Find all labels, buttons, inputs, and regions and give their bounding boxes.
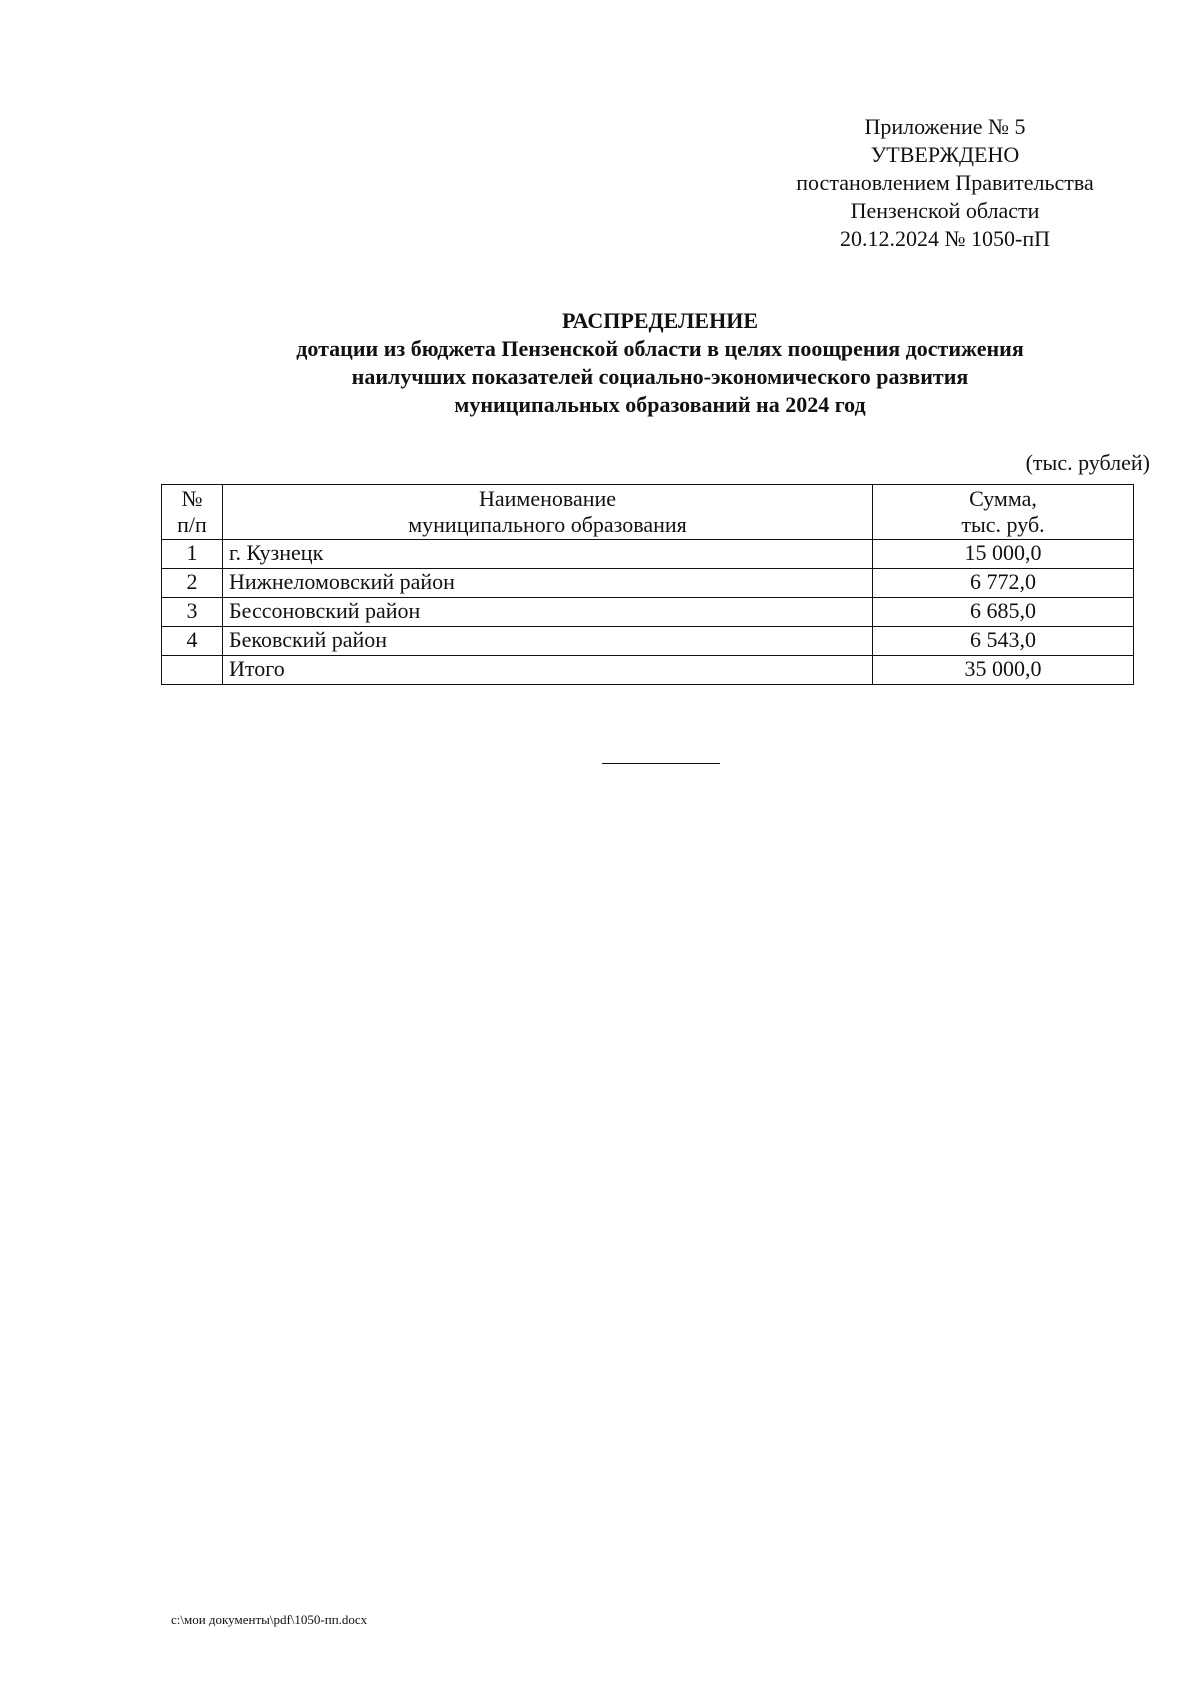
table-row [162, 627, 1134, 656]
header-name [223, 485, 873, 540]
approved-label: УТВЕРЖДЕНО [870, 142, 1020, 167]
document-title [130, 307, 1190, 419]
row-sum: 6 543,0 [873, 627, 1134, 656]
title-line-3: наилучших показателей социально-экономического развития [351, 364, 969, 389]
total-sum: 35 000,0 [873, 656, 1134, 685]
header-number-line1: № [181, 486, 203, 511]
distribution-table [161, 484, 1134, 685]
header-sum [873, 485, 1134, 540]
row-municipality: Нижнеломовский район [223, 569, 873, 598]
row-municipality: Бековский район [223, 627, 873, 656]
title-heading: РАСПРЕДЕЛЕНИЕ [561, 308, 758, 333]
header-sum-line1: Сумма, [969, 486, 1037, 511]
total-number [162, 656, 223, 685]
total-label: Итого [223, 656, 873, 685]
approved-by-region: Пензенской области [850, 198, 1040, 223]
header-number-line2: п/п [177, 512, 207, 537]
row-number: 2 [162, 569, 223, 598]
table-header-row [162, 485, 1134, 540]
approval-stamp [760, 113, 1130, 253]
table-total-row [162, 656, 1134, 685]
row-number: 1 [162, 540, 223, 569]
row-municipality: г. Кузнецк [223, 540, 873, 569]
title-line-4: муниципальных образований на 2024 год [454, 392, 866, 417]
header-name-line1: Наименование [478, 486, 617, 511]
header-name-line2: муниципального образования [408, 512, 687, 537]
units-note: (тыс. рублей) [1025, 450, 1150, 475]
row-municipality: Бессоновский район [223, 598, 873, 627]
header-sum-line2: тыс. руб. [961, 512, 1045, 537]
row-sum: 15 000,0 [873, 540, 1134, 569]
file-path-footer: c:\мои документы\pdf\1050-пп.docx [171, 1612, 368, 1627]
row-sum: 6 772,0 [873, 569, 1134, 598]
appendix-number: Приложение № 5 [864, 114, 1026, 139]
row-number: 3 [162, 598, 223, 627]
end-divider [602, 763, 720, 764]
table-row [162, 540, 1134, 569]
row-sum: 6 685,0 [873, 598, 1134, 627]
table-row [162, 569, 1134, 598]
approved-by: постановлением Правительства [796, 170, 1094, 195]
header-number [162, 485, 223, 540]
row-number: 4 [162, 627, 223, 656]
table-row [162, 598, 1134, 627]
resolution-date-number: 20.12.2024 № 1050-пП [840, 226, 1050, 251]
title-line-2: дотации из бюджета Пензенской области в целях поощрения достижения [296, 336, 1024, 361]
